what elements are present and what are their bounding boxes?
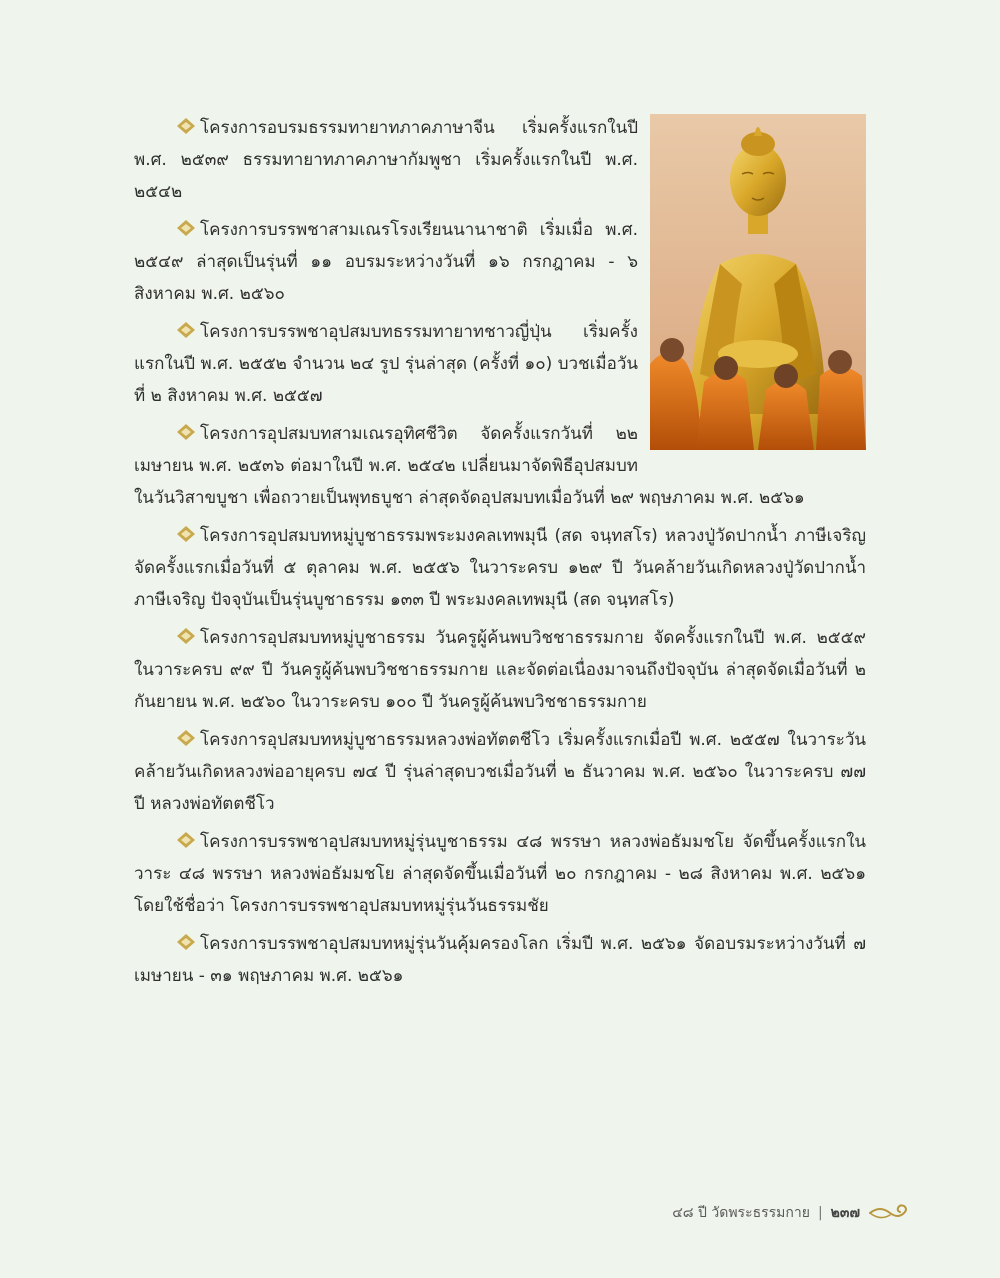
footer-separator: | (817, 1205, 823, 1221)
list-item (134, 622, 866, 718)
diamond-bullet-icon (176, 933, 196, 951)
diamond-bullet-icon (176, 219, 196, 237)
list-item (134, 724, 866, 820)
list-item-text: โครงการอบรมธรรมทายาทภาคภาษาจีน เริ่มครั้งแรกในปี พ.ศ. ๒๕๓๙ ธรรมทายาทภาคภาษากัมพูชา เริ่มครั้งแรกในปี พ.ศ. ๒๕๔๒ (134, 118, 638, 202)
list-item-text: โครงการอุปสมบทหมู่บูชาธรรม วันครูผู้ค้นพบวิชชาธรรมกาย จัดครั้งแรกในปี พ.ศ. ๒๕๕๙ ในวาระครบ ๙๙ ปี วันครูผู้ค้นพบวิชชาธรรมกาย และจัดต่อเนื่องมาจนถึงปัจจุบัน ล่าสุดจัดเมื่อวันที่ ๒ กันยายน พ.ศ. ๒๕๖๐ ในวาระครบ ๑๐๐ ปี วันครูผู้ค้นพบวิชชาธรรมกาย (134, 628, 866, 712)
list-item (134, 826, 866, 922)
page-number: ๒๓๗ (830, 1205, 860, 1221)
diamond-bullet-icon (176, 423, 196, 441)
list-item-text: โครงการบรรพชาอุปสมบทหมู่รุ่นวันคุ้มครองโลก เริ่มปี พ.ศ. ๒๕๖๑ จัดอบรมระหว่างวันที่ ๗ เมษายน - ๓๑ พฤษภาคม พ.ศ. ๒๕๖๑ (134, 934, 866, 986)
diamond-bullet-icon (176, 117, 196, 135)
buddha-statue-photo (650, 114, 866, 450)
diamond-bullet-icon (176, 831, 196, 849)
list-item-text: โครงการอุปสมบทหมู่บูชาธรรมหลวงพ่อทัตตชีโว เริ่มครั้งแรกเมื่อปี พ.ศ. ๒๕๕๗ ในวาระวันคล้ายวันเกิดหลวงพ่ออายุครบ ๗๔ ปี รุ่นล่าสุดบวชเมื่อวันที่ ๒ ธันวาคม พ.ศ. ๒๕๖๐ ในวาระครบ ๗๗ ปี หลวงพ่อทัตตชีโว (134, 730, 866, 814)
page-footer (672, 1198, 912, 1228)
list-item-text: โครงการอุปสมบทหมู่บูชาธรรมพระมงคลเทพมุนี (สด จนฺทสโร) หลวงปู่วัดปากน้ำ ภาษีเจริญ จัดครั้งแรกเมื่อวันที่ ๕ ตุลาคม พ.ศ. ๒๕๕๖ ในวาระครบ ๑๒๙ ปี วันคล้ายวันเกิดหลวงปู่วัดปากน้ำ ภาษีเจริญ ปัจจุบันเป็นรุ่นบูชาธรรม ๑๓๓ ปี พระมงคลเทพมุนี (สด จนฺทสโร) (134, 526, 866, 610)
list-item-text: โครงการบรรพชาสามเณรโรงเรียนนานาชาติ เริ่มเมื่อ พ.ศ. ๒๕๔๙ ล่าสุดเป็นรุ่นที่ ๑๑ อบรมระหว่างวันที่ ๑๖ กรกฎาคม - ๖ สิงหาคม พ.ศ. ๒๕๖๐ (134, 220, 638, 304)
swirl-ornament-icon (868, 1201, 912, 1225)
list-item-text: โครงการบรรพชาอุปสมบทหมู่รุ่นบูชาธรรม ๔๘ พรรษา หลวงพ่อธัมมชโย จัดขึ้นครั้งแรกในวาระ ๔๘ พรรษา หลวงพ่อธัมมชโย ล่าสุดจัดขึ้นเมื่อวันที่ ๒๐ กรกฎาคม - ๒๘ สิงหาคม พ.ศ. ๒๕๖๑ โดยใช้ชื่อว่า โครงการบรรพชาอุปสมบทหมู่รุ่นวันธรรมชัย (134, 832, 866, 916)
diamond-bullet-icon (176, 525, 196, 543)
list-item-text: โครงการบรรพชาอุปสมบทธรรมทายาทชาวญี่ปุ่น เริ่มครั้งแรกในปี พ.ศ. ๒๕๕๒ จำนวน ๒๔ รูป รุ่นล่าสุด (ครั้งที่ ๑๐) บวชเมื่อวันที่ ๒ สิงหาคม พ.ศ. ๒๕๕๗ (134, 322, 638, 406)
list-item (134, 520, 866, 616)
diamond-bullet-icon (176, 729, 196, 747)
diamond-bullet-icon (176, 627, 196, 645)
list-item-text: โครงการอุปสมบทสามเณรอุทิศชีวิต จัดครั้งแรกวันที่ ๒๒ เมษายน พ.ศ. ๒๕๓๖ ต่อมาในปี พ.ศ. ๒๕๔๒ เปลี่ยนมาจัดพิธีอุปสมบทในวันวิสาขบูชา เพื่อถวายเป็นพุทธบูชา ล่าสุดจัดอุปสมบทเมื่อวันที่ ๒๙ พฤษภาคม พ.ศ. ๒๕๖๑ (134, 424, 805, 508)
list-item (134, 928, 866, 992)
buddha-statue-image (650, 114, 866, 450)
main-content (134, 112, 866, 998)
footer-title: ๔๘ ปี วัดพระธรรมกาย (672, 1205, 810, 1221)
diamond-bullet-icon (176, 321, 196, 339)
